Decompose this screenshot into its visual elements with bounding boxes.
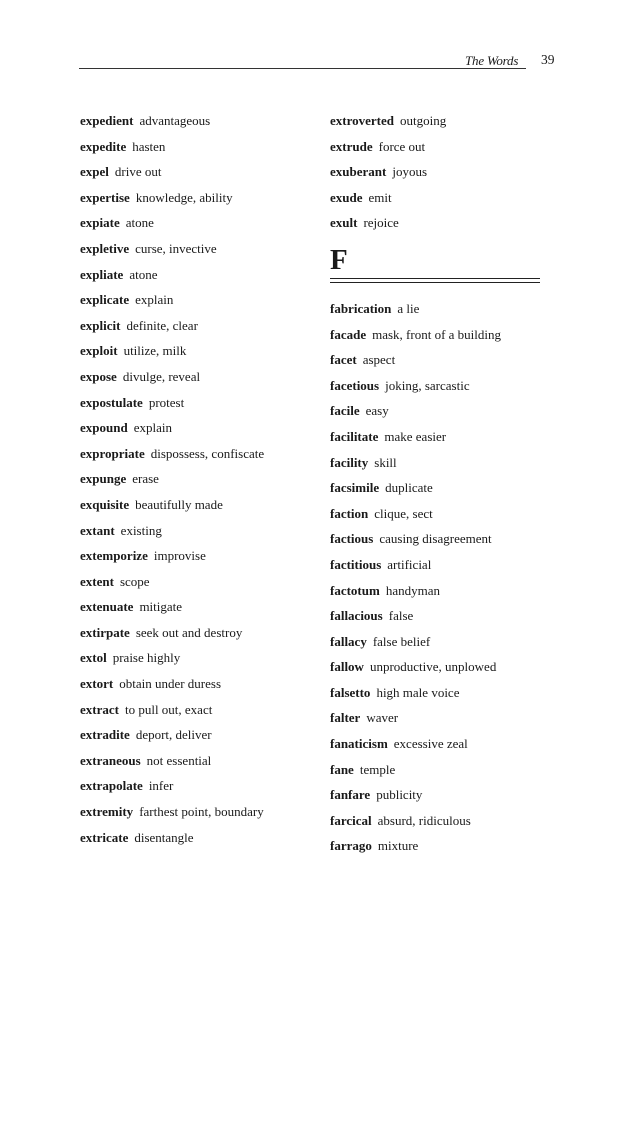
entry-word: facet [330,352,357,368]
entry-definition: dispossess, confiscate [150,445,265,461]
entry [330,401,545,427]
entry-definition: disentangle [134,829,194,845]
entry-word: expose [80,368,117,384]
entry-definition: not essential [146,752,212,768]
entry-definition: obtain under duress [119,676,222,692]
entry-definition: explain [135,292,174,308]
entry [330,427,545,453]
entry [330,555,545,581]
entry-word: extrude [330,138,373,154]
entry-definition: advantageous [139,113,211,128]
entry-definition: aspect [362,352,396,368]
entry-definition: handyman [385,582,440,598]
entry [330,137,545,163]
section-letter: F [330,243,348,276]
entry-word: farcical [330,812,372,828]
entry [330,760,545,786]
entry-word: expound [80,420,128,436]
entry-word: exuberant [330,164,387,180]
entry-definition: atone [125,215,154,231]
entry-word: extemporize [80,548,148,564]
entry-definition: utilize, milk [123,343,187,359]
entry-word: extant [80,522,115,538]
section-heading [330,239,545,299]
entry [330,504,545,530]
entry-definition: rejoice [363,215,399,231]
entry [80,495,320,521]
entry [80,239,320,265]
entry-definition: false [388,608,414,624]
entry [330,350,545,376]
entry-word: expel [80,164,109,180]
entry-word: facilitate [330,428,379,444]
entry-word: extirpate [80,624,130,640]
entry-word: fane [330,761,354,777]
entry-word: facile [330,403,360,419]
entry-word: extenuate [80,599,134,615]
entry-word: facsimile [330,480,380,496]
entry-word: fanfare [330,787,371,803]
entry-word: extroverted [330,113,395,128]
entry [330,734,545,760]
entry [80,469,320,495]
entry [330,325,545,351]
entry [80,162,320,188]
entry [330,632,545,658]
entry-word: expliate [80,266,124,282]
right-column [330,111,545,862]
section-rule [330,278,540,283]
entry-word: extent [80,573,114,589]
entry-definition: improvise [153,548,206,564]
entry-word: factotum [330,582,380,598]
entry-definition: a lie [397,300,420,316]
running-header-title: The Words [465,53,519,68]
entry-definition: existing [120,522,162,538]
entry [330,376,545,402]
entry [80,265,320,291]
entry-definition: false belief [372,633,431,649]
entry-word: extrapolate [80,778,143,794]
entry [80,597,320,623]
entry [80,802,320,828]
entry-definition: publicity [376,787,423,803]
entry [330,708,545,734]
entry-definition: emit [368,189,392,205]
entry-definition: hasten [132,138,166,154]
entry [330,162,545,188]
entry-word: exploit [80,343,118,359]
entry-definition: outgoing [400,113,447,128]
entry-word: expedient [80,113,134,128]
entry-definition: to pull out, exact [124,701,213,717]
entry-definition: erase [132,471,159,487]
entry-definition: easy [365,403,389,419]
entry [80,776,320,802]
entry-word: extraneous [80,752,141,768]
entry-word: extort [80,676,114,692]
entry [80,725,320,751]
entry-definition: joyous [392,164,428,180]
entry-definition: farthest point, boundary [139,804,264,820]
entry-word: expedite [80,138,127,154]
entry [80,546,320,572]
entry-definition: divulge, reveal [122,368,201,384]
entry-word: fanaticism [330,736,388,752]
entry-word: exude [330,189,363,205]
entry-definition: atone [129,266,158,282]
entry [80,137,320,163]
entry [330,785,545,811]
entry-word: fabrication [330,300,392,316]
entry [80,111,320,137]
entry-definition: temple [359,761,396,777]
entry-definition: scope [119,573,150,589]
entry [80,290,320,316]
entry [330,683,545,709]
entry-word: expropriate [80,445,145,461]
entry-word: factitious [330,556,382,572]
entry-definition: make easier [384,428,447,444]
entry-word: facade [330,326,367,342]
entry-definition: high male voice [376,684,460,700]
entry-definition: excessive zeal [393,736,468,752]
entry-word: exult [330,215,358,231]
entry [80,213,320,239]
entry-definition: definite, clear [126,317,198,333]
entry [330,188,545,214]
entry [80,623,320,649]
entry-definition: mask, front of a building [372,326,502,342]
entry [80,648,320,674]
entry-definition: joking, sarcastic [385,377,470,393]
entry-definition: infer [148,778,174,794]
entry-word: facility [330,454,369,470]
entry-definition: deport, deliver [135,727,212,743]
header-rule [79,68,526,69]
entry-word: factious [330,531,374,547]
entry-word: faction [330,505,369,521]
entry-definition: praise highly [112,650,181,666]
entry [330,529,545,555]
entry-definition: curse, invective [135,240,217,256]
entry [80,751,320,777]
entry [80,674,320,700]
entry-word: falsetto [330,684,371,700]
entry-word: exquisite [80,496,130,512]
entry-word: extradite [80,727,130,743]
page-number: 39 [541,52,555,67]
entry [80,418,320,444]
entry-word: expiate [80,215,120,231]
entry-word: extricate [80,829,129,845]
entry-definition: protest [148,394,185,410]
entry-word: expertise [80,189,130,205]
entry-definition: causing disagreement [379,531,492,547]
entry [80,393,320,419]
entry-definition: unproductive, unplowed [369,659,497,675]
entry [80,367,320,393]
entry-word: extract [80,701,119,717]
entry-definition: seek out and destroy [135,624,243,640]
entry [80,521,320,547]
entry-definition: force out [378,138,426,154]
entry [80,444,320,470]
entry-definition: mitigate [139,599,183,615]
entry [330,111,545,137]
entry [80,572,320,598]
entry-word: facetious [330,377,380,393]
entry-word: explicit [80,317,121,333]
left-column [80,111,320,853]
entry [330,453,545,479]
entry [80,700,320,726]
entry [330,581,545,607]
entry-word: fallacious [330,608,383,624]
entry-definition: artificial [387,556,432,572]
entry [80,316,320,342]
entry [80,828,320,854]
entry [80,341,320,367]
entry [330,811,545,837]
entry-definition: knowledge, ability [135,189,233,205]
entry-definition: skill [374,454,397,470]
entry-word: explicate [80,292,130,308]
entry-word: expostulate [80,394,143,410]
entry [330,299,545,325]
entry-word: extremity [80,804,134,820]
entry [330,606,545,632]
entry-word: extol [80,650,107,666]
entry-definition: waver [366,710,399,726]
entry-word: expletive [80,240,130,256]
entry [330,657,545,683]
entry-definition: clique, sect [374,505,433,521]
entry-word: fallacy [330,633,367,649]
entry-word: falter [330,710,361,726]
entry [330,213,545,239]
entry-definition: mixture [377,838,419,854]
entry-word: expunge [80,471,127,487]
entry [330,836,545,862]
entry-definition: absurd, ridiculous [377,812,471,828]
entry-definition: beautifully made [135,496,223,512]
entry-word: fallow [330,659,364,675]
entry-definition: drive out [114,164,162,180]
entry [330,478,545,504]
entry-definition: duplicate [385,480,433,496]
entry [80,188,320,214]
entry-definition: explain [133,420,172,436]
entry-word: farrago [330,838,372,854]
